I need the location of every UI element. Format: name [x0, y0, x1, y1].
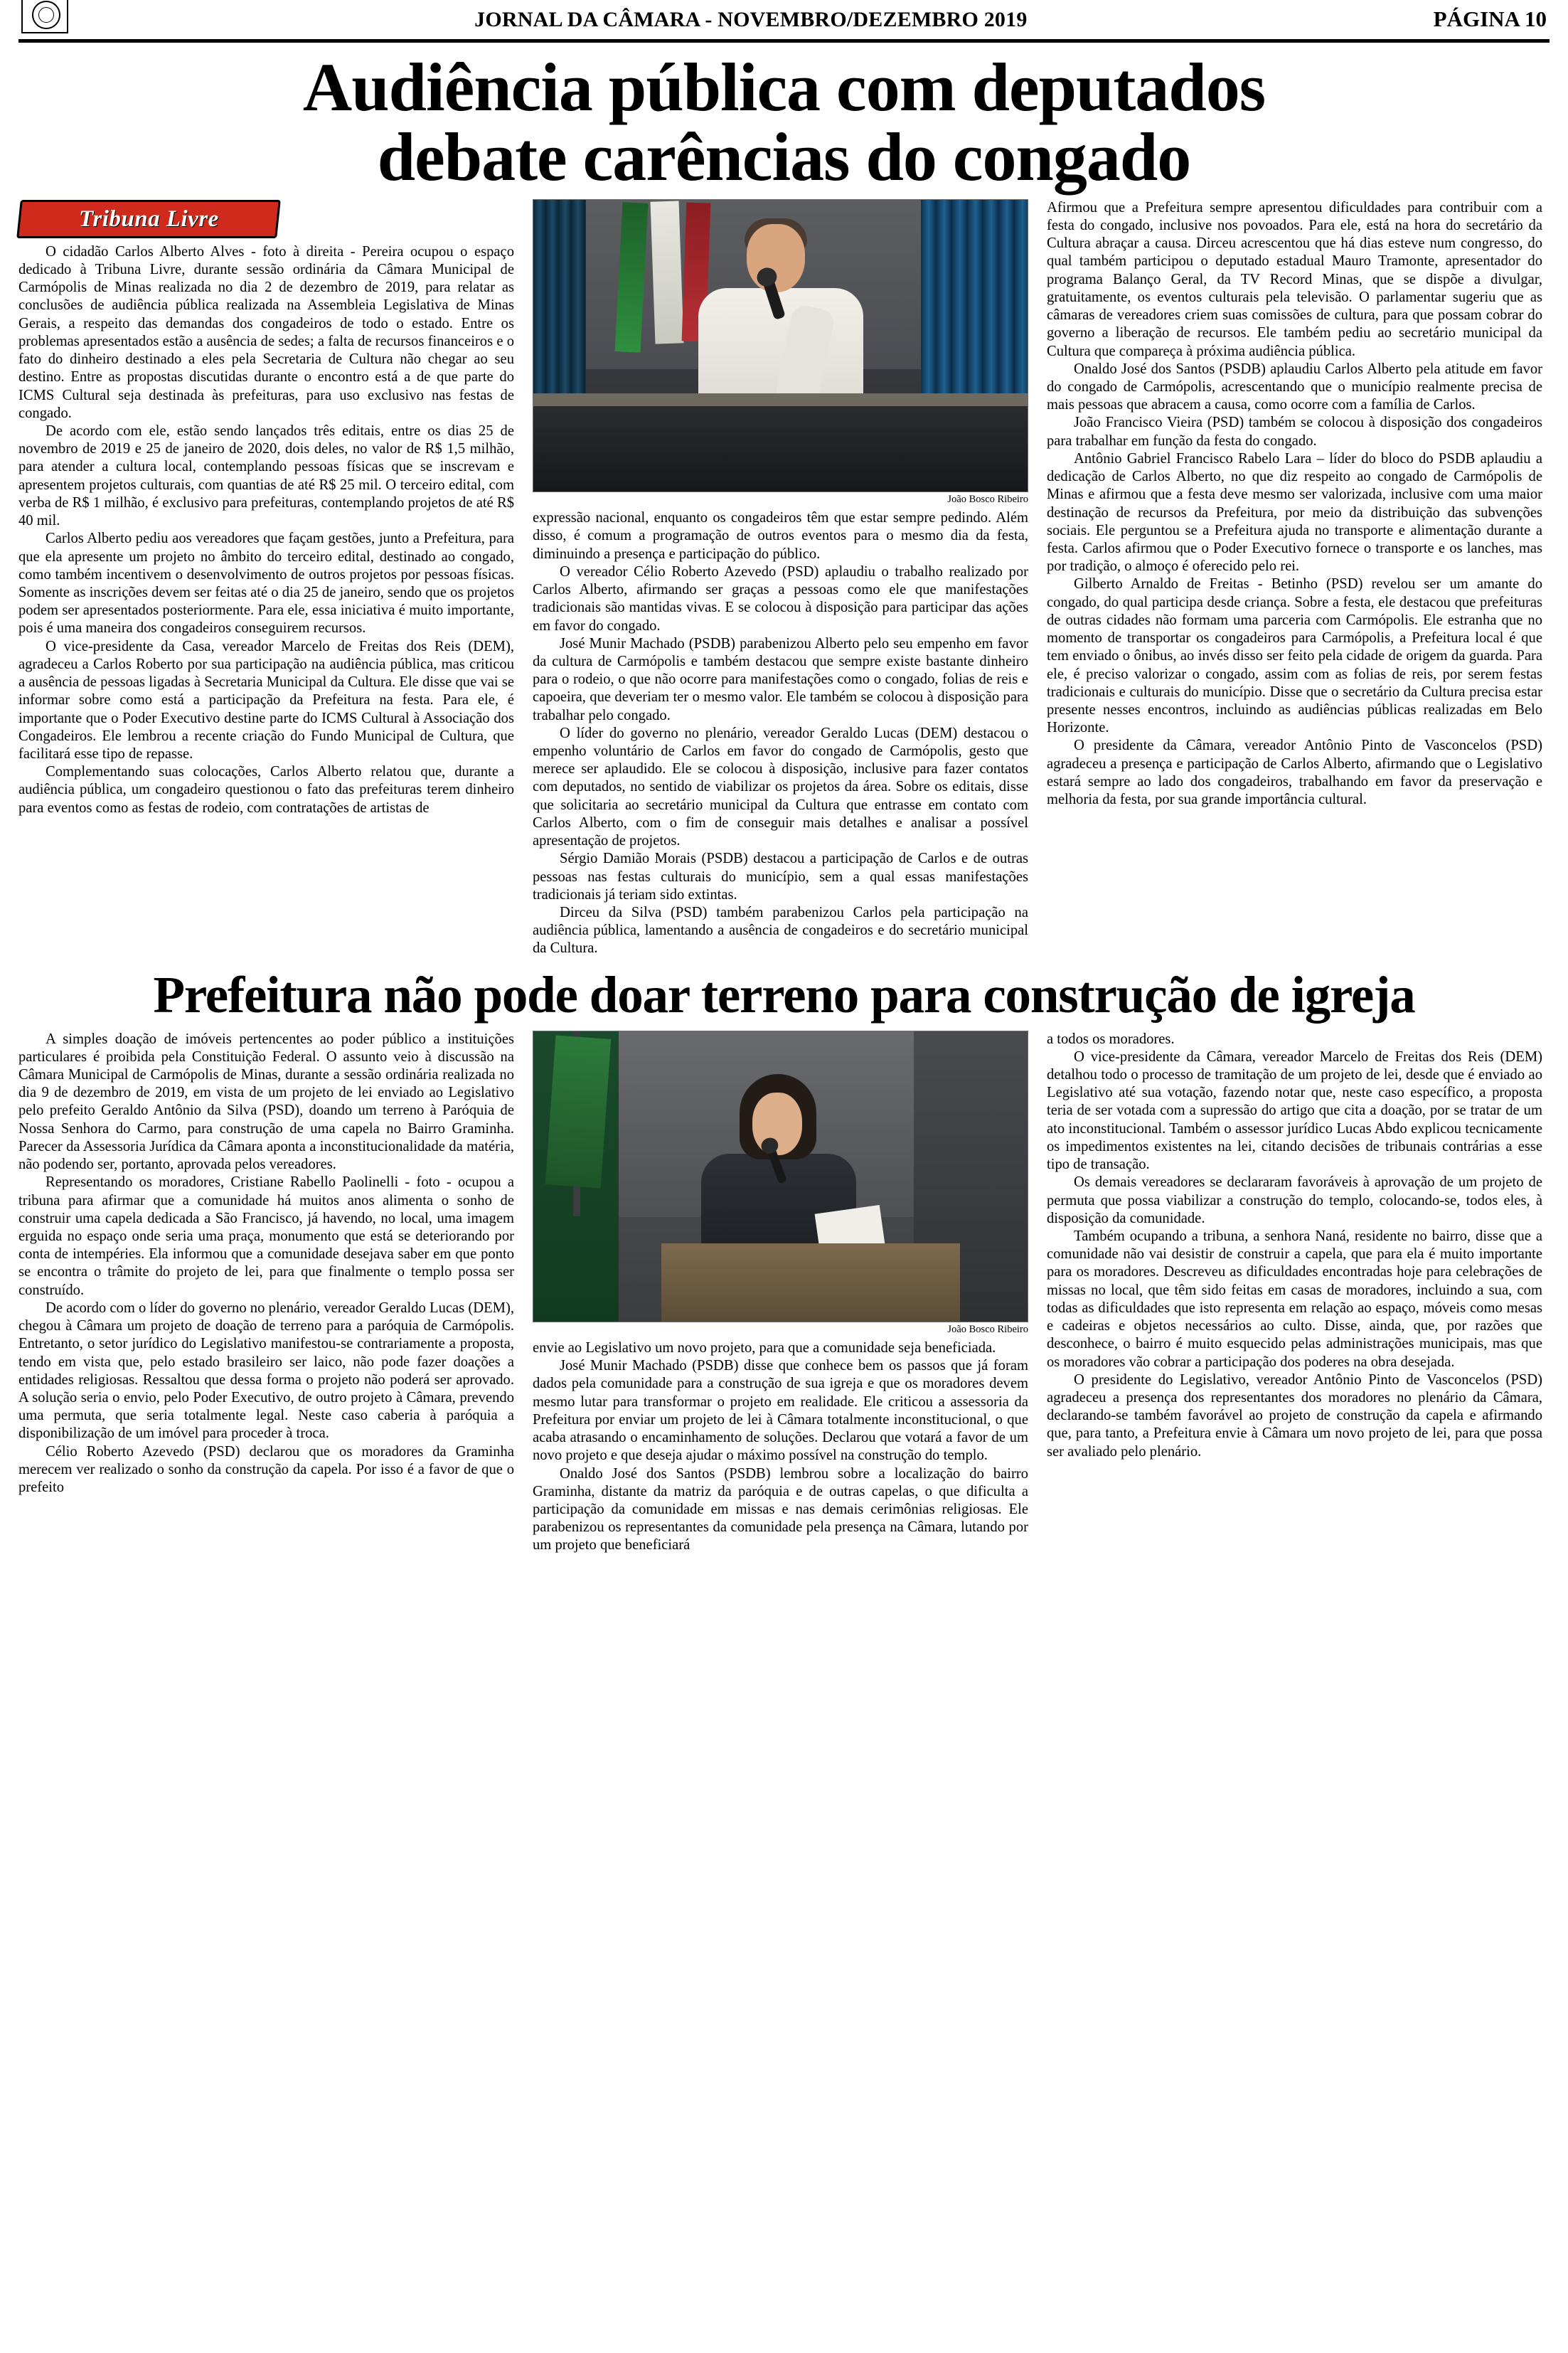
paragraph: José Munir Machado (PSDB) disse que conhece bem os passos que já foram dados pela comunidade para a construção de sua igreja e que os moradores devem mesmo lutar para transformar o projeto em realidade. Ele criticou a assessoria da Prefeitura por enviar um projeto de lei à Câmara totalmente inconstitucional, o que acaba atrasando o encaminhamento de soluções. Declarou que votará a favor de um novo projeto e que deseja ajudar o máximo possível na construção do templo. [533, 1358, 1028, 1464]
article1-column-2 [533, 199, 1028, 958]
paragraph: De acordo com ele, estão sendo lançados três editais, entre os dias 25 de novembro de 2019 e 25 de janeiro de 2020, dois deles, no valor de R$ 1,5 milhão, para atender a cultura local, contemplando pessoas físicas que se inscrevam e apresentem projetos culturais, com quantias de até R$ 25 mil. O terceiro edital, com verba de R$ 1 milhão, é exclusivo para prefeituras, contemplando projetos de até R$ 40 mil. [18, 423, 514, 529]
article2-column-3 [1047, 1031, 1542, 1461]
paragraph: O presidente do Legislativo, vereador Antônio Pinto de Vasconcelos (PSD) agradeceu a presença dos representantes dos moradores no plenário da Câmara, declarando-se também favorável ao projeto de construção da capela e afirmando que, para tanto, a Prefeitura envie à Câmara um novo projeto de lei, para que possa ser avaliado pelo plenário. [1047, 1371, 1542, 1460]
paragraph: Afirmou que a Prefeitura sempre apresentou dificuldades para contribuir com a festa do congado, inclusive nos povoados. Para ele, está na hora do secretário da Cultura abraçar a causa. Dirceu acrescentou que há dias esteve num congresso, do qual também participou o deputado estadual Mauro Tramonte, apresentador do programa Balanço Geral, da TV Record Minas, que se dispõe a divulgar, gratuitamente, os eventos culturais pela televisão. O parlamentar sugeriu que as câmaras de vereadores criem suas comissões de cultura, para que possam cobrar do governo a liberação de recursos. Ele também pediu ao secretário municipal da Cultura que compareça à próxima audiência pública. [1047, 199, 1542, 359]
paragraph: Célio Roberto Azevedo (PSD) declarou que os moradores da Graminha merecem ver realizado o sonho da construção da capela. Por isso é a favor de que o prefeito [18, 1443, 514, 1496]
paragraph: O vice-presidente da Casa, vereador Marcelo de Freitas dos Reis (DEM), agradeceu a Carlos Roberto por sua participação na audiência pública, mas criticou a ausência de pessoas ligadas à Secretaria Municipal da Cultura. Ele disse que vai se informar sobre como está a participação da Prefeitura na festa. Para ele, é importante que o Poder Executivo destine parte do ICMS Cultural à Associação dos Congadeiros. Ele lembrou a recente criação do Fundo Municipal de Cultura, que facilitará esse tipo de repasse. [18, 638, 514, 762]
article1-column-1 [18, 199, 514, 817]
article1-column-3 [1047, 199, 1542, 809]
article1-columns [18, 199, 1550, 958]
paragraph: expressão nacional, enquanto os congadeiros têm que estar sempre pedindo. Além disso, é comum a programação de outros eventos para o mesmo dia da festa, diminuindo a presença e participação do público. [533, 510, 1028, 562]
page-number: PÁGINA 10 [1433, 6, 1547, 31]
paragraph: a todos os moradores. [1047, 1031, 1175, 1047]
paragraph: Os demais vereadores se declararam favoráveis à aprovação de um projeto de permuta que possa viabilizar a construção do templo, colocando-se, todos eles, à disposição da comunidade. [1047, 1174, 1542, 1226]
article1-photo [533, 199, 1028, 492]
tribuna-livre-logo [18, 199, 514, 239]
article2-columns [18, 1031, 1550, 1555]
article2-photo-credit: João Bosco Ribeiro [947, 1323, 1028, 1335]
article2-headline: Prefeitura não pode doar terreno para construção de igreja [153, 965, 1415, 1024]
paragraph: Onaldo José dos Santos (PSDB) lembrou sobre a localização do bairro Graminha, distante da matriz da paróquia e de outras capelas, o que dificulta a participação da comunidade em missas e nas demais cerimônias religiosas. Ele parabenizou os representantes da comunidade pela presença na Câmara, lutando por um projeto que beneficiará [533, 1465, 1028, 1553]
paragraph: O vereador Célio Roberto Azevedo (PSD) aplaudiu o trabalho realizado por Carlos Alberto, afirmando ser graças a pessoas como ele que manifestações tradicionais são mantidas vivas. E se colocou à disposição para participar das ações em favor do congado. [533, 563, 1028, 634]
paragraph: Antônio Gabriel Francisco Rabelo Lara – líder do bloco do PSDB aplaudiu a dedicação de Carlos Alberto, no que diz respeito ao congado de Carmópolis de Minas e afirmou que a festa deve mesmo ser valorizada, inclusive com uma maior destinação de recursos da Prefeitura, por meio da distribuição das subvenções sociais. Ele perguntou se a Prefeitura ajuda no transporte e alimentação durante a festa. Carlos afirmou que o Poder Executivo fornece o transporte e os lanches, mas por tradição, o almoço é oferecido pelo rei. [1047, 450, 1542, 575]
article2-photo [533, 1031, 1028, 1322]
article1-headline-line1: Audiência pública com deputados [302, 49, 1266, 125]
paragraph: envie ao Legislativo um novo projeto, para que a comunidade seja beneficiada. [533, 1339, 996, 1356]
tribuna-livre-label: Tribuna Livre [78, 206, 219, 232]
paragraph: Sérgio Damião Morais (PSDB) destacou a participação de Carlos e de outras pessoas nas festas culturais do município, sem a qual essas manifestações tradicionais já teriam sido extintas. [533, 851, 1028, 903]
paragraph: Complementando suas colocações, Carlos Alberto relatou que, durante a audiência pública, um congadeiro questionou o fato das prefeituras terem dinheiro para eventos como as festas de rodeio, com contratações de artistas de [18, 764, 514, 816]
masthead [18, 0, 1550, 43]
paragraph: Representando os moradores, Cristiane Rabello Paolinelli - foto - ocupou a tribuna para afirmar que a comunidade há muitos anos alimenta o sonho de construir uma capela dedicada a São Francisco, já havendo, no local, uma imagem erguida no espaço onde seria uma praça, monumento que está se deteriorando por conta de intempéries. Ela informou que a comunidade desejava saber em que ponto se encontra o trâmite do projeto de lei, para que finalmente o templo possa ser construído. [18, 1174, 514, 1298]
article2-column-1 [18, 1031, 514, 1497]
article2-column-2 [533, 1031, 1028, 1555]
article1-headline-line2: debate carências do congado [377, 118, 1191, 195]
paragraph: José Munir Machado (PSDB) parabenizou Alberto pelo seu empenho em favor da cultura de Carmópolis e também destacou que sempre existe bastante dinheiro para o rodeio, o que não ocorre para manifestações como o congado, folias de reis e capoeira, que deveriam ter o mesmo valor. Ele também se colocou à disposição para trabalhar pelo congado. [533, 635, 1028, 723]
camara-seal-icon [21, 0, 68, 33]
paragraph: O presidente da Câmara, vereador Antônio Pinto de Vasconcelos (PSD) agradeceu a presença e participação de Carlos Alberto, afirmando que o Legislativo estará sempre ao lado dos congadeiros, trabalhando em favor da preservação e melhoria da festa, por sua grande importância cultural. [1047, 738, 1542, 808]
paragraph: Também ocupando a tribuna, a senhora Naná, residente no bairro, disse que a comunidade não vai desistir de construir a capela, que para ela é muito importante para os moradores. Descreveu as dificuldades encontradas hoje para celebrações de missas no local, que têm sido feitas em casas de moradores, incluindo a sua, com todas as dificuldades que isto representa em relação ao espaço, móveis como mesas e cadeiras e objetos necessários ao culto. Disse, ainda, que, por razões que desconhece, o bairro é muito esquecido pelas administrações municipais, mas que os moradores vão cobrar a participação dos poderes na obra desejada. [1047, 1228, 1542, 1370]
paragraph: O cidadão Carlos Alberto Alves - foto à direita - Pereira ocupou o espaço dedicado à Tribuna Livre, durante sessão ordinária da Câmara Municipal de Carmópolis de Minas realizada no dia 2 de dezembro de 2019, para relatar as conclusões de audiência pública realizada na Assembleia Legislativa de Minas Gerais, a respeito das demandas dos congadeiros de todo o estado. Entre os problemas apresentados estão a ausência de sedes; a falta de recursos financeiros e o fato do dinheiro destinado a eles pela Secretaria de Cultura não chegar ao seu destino. Entre as propostas discutidas durante o encontro está a de que parte do ICMS Cultural seja destinada às prefeituras, para uso exclusivo nas festas de congado. [18, 243, 514, 421]
paragraph: João Francisco Vieira (PSD) também se colocou à disposição dos congadeiros para trabalhar em função da festa do congado. [1047, 415, 1542, 449]
seal-circle [32, 1, 60, 29]
paragraph: De acordo com o líder do governo no plenário, vereador Geraldo Lucas (DEM), chegou à Câmara um projeto de doação de terreno para a paróquia de Carmópolis. Entretanto, o setor jurídico do Legislativo manifestou-se contrariamente a proposta, tendo em vista que, pelo estado brasileiro ser laico, não pode fazer doações a entidades religiosas. Ressaltou que dessa forma o projeto não poderá ser aprovado. A solução seria o envio, pelo Poder Executivo, de outro projeto à Câmara, prevendo uma permuta, que seria totalmente legal. Neste caso caberia à paróquia a disponibilização de um imóvel para proceder à troca. [18, 1300, 514, 1442]
paragraph: O vice-presidente da Câmara, vereador Marcelo de Freitas dos Reis (DEM) detalhou todo o processo de tramitação de um projeto de lei, desde que é enviado ao Legislativo até sua votação, fazendo notar que, neste caso específico, a proposta teria de ser votada com a supressão do artigo que cita a doação, por se tratar de um ato inconstitucional. Também o assessor jurídico Lucas Abdo explicou tecnicamente os impedimentos existentes na lei, citando decisões de tribunais contrárias a esse tipo de transação. [1047, 1048, 1542, 1173]
paragraph: Dirceu da Silva (PSD) também parabenizou Carlos pela participação na audiência pública, lamentando a ausência de congadeiros e do secretário municipal da Cultura. [533, 905, 1028, 957]
paragraph: Gilberto Arnaldo de Freitas - Betinho (PSD) revelou ser um amante do congado, do qual participa desde criança. Sobre a festa, ele destacou que prefeituras de outras cidades não formam uma parceria com Carmópolis. Ele estranha que no momento de transportar os congadeiros para Carmópolis, a Prefeitura local é que tem enviado o ônibus, ao invés disso ser feito pela cidade de origem da guarda. Para ele, é preciso valorizar o congado, assim com as folias de reis, por serem festas tradicionais e culturais do município. Disse que o secretário da Cultura precisa estar presente nesses encontros, incluindo as audiências públicas realizadas em Belo Horizonte. [1047, 576, 1542, 736]
article1-headline [18, 49, 1550, 195]
paragraph: A simples doação de imóveis pertencentes ao poder público a instituições particulares é proibida pela Constituição Federal. O assunto veio à discussão na Câmara Municipal de Carmópolis de Minas, durante a sessão ordinária realizada no dia 9 de dezembro de 2019, em vista de um projeto de lei enviado ao Legislativo pelo prefeito Geraldo Antônio da Silva (PSD), doando um terreno à Paróquia de Nossa Senhora do Carmo, para construção de uma capela no Bairro Graminha. Parecer da Assessoria Jurídica da Câmara aponta a inconstitucionalidade da matéria, não podendo ser, portanto, aprovada pelos vereadores. [18, 1031, 514, 1173]
paragraph: O líder do governo no plenário, vereador Geraldo Lucas (DEM) destacou o empenho voluntário de Carlos em favor do congado de Carmópolis, gesto que merece ser aplaudido. Ele se colocou à disposição, inclusive para fazer contatos com deputados, no sentido de viabilizar os projetos da área. Sobre os editais, disse que solicitaria ao secretário municipal da Cultura que entrasse em contato com Carlos Alberto, com o fim de conseguir mais detalhes e analisar a possível apresentação de projetos. [533, 725, 1028, 849]
masthead-title: JORNAL DA CÂMARA - NOVEMBRO/DEZEMBRO 2019 [474, 8, 1028, 31]
paragraph: Carlos Alberto pediu aos vereadores que façam gestões, junto a Prefeitura, para que ela apresente um projeto no âmbito do terceiro edital, destinado ao congado, como também incentivem o desenvolvimento de outros projetos por pessoas físicas. Somente as inscrições devem ser feitas até o dia 25 de janeiro, sendo que os projetos podem ser apresentados posteriormente. Para ele, essa iniciativa é muito importante, pois é uma maneira dos congadeiros conseguirem recursos. [18, 531, 514, 637]
paragraph: Onaldo José dos Santos (PSDB) aplaudiu Carlos Alberto pela atitude em favor do congado de Carmópolis, acrescentando que o município realmente precisa de mais pessoas que abracem a causa, como ocorre com a família de Carlos. [1047, 361, 1542, 413]
article1-photo-credit: João Bosco Ribeiro [947, 493, 1028, 505]
